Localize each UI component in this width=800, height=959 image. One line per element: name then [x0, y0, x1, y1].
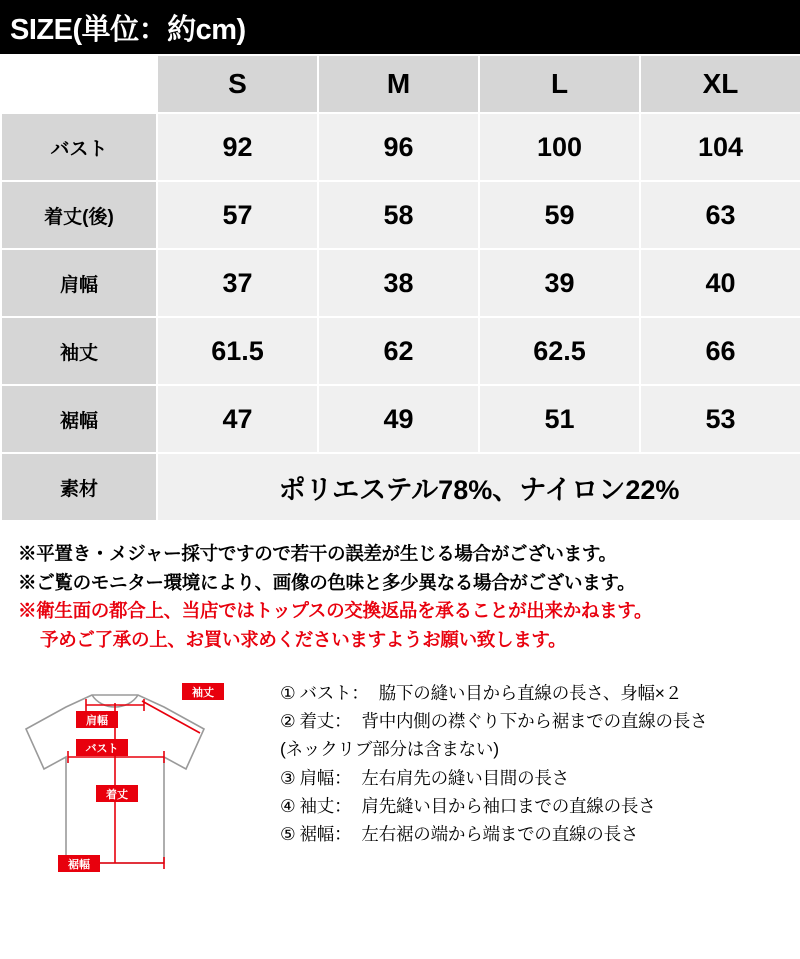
table-row-material: [1, 453, 800, 521]
cell-bust-s: 92: [157, 113, 318, 181]
cell-material-value: ポリエステル78%、ナイロン22%: [157, 453, 800, 521]
note-line-3: ※衛生面の都合上、当店ではトップスの交換返品を承ることが出来かねます。: [18, 600, 653, 622]
legend-term-4: 袖丈：: [299, 796, 352, 817]
column-header-m: M: [318, 55, 479, 113]
legend-number-2: ②: [280, 711, 296, 732]
table-header-row: [1, 55, 800, 113]
note-line-1: ※平置き・メジャー採寸ですので若干の誤差が生じる場合がございます。: [18, 543, 617, 564]
row-label-shoulder: 肩幅: [1, 249, 157, 317]
cell-shoulder-l: 39: [479, 249, 640, 317]
cell-shoulder-m: 38: [318, 249, 479, 317]
table-row: [1, 181, 800, 249]
size-header-title: SIZE(単位：約cm): [10, 13, 246, 46]
tshirt-diagram: [14, 677, 264, 887]
tshirt-diagram-svg: [14, 677, 264, 887]
cell-bust-l: 100: [479, 113, 640, 181]
legend-desc-2: 背中内側の襟ぐり下から裾までの直線の長さ: [361, 711, 708, 732]
note-line-2: ※ご覧のモニター環境により、画像の色味と多少異なる場合がございます。: [18, 571, 636, 593]
notes-section: [0, 522, 800, 655]
row-label-bust: バスト: [1, 113, 157, 181]
legend-number-4: ④: [280, 796, 296, 817]
legend-number-1: ①: [280, 682, 296, 703]
table-corner-cell: [1, 55, 157, 113]
table-row: [1, 385, 800, 453]
measurement-guide: [0, 677, 800, 887]
cell-hem-xl: 53: [640, 385, 800, 453]
table-row: [1, 249, 800, 317]
legend-number-3: ③: [280, 767, 296, 788]
column-header-xl: XL: [640, 55, 800, 113]
legend-item-bust: [280, 679, 800, 707]
legend-term-5: 裾幅：: [299, 824, 352, 845]
row-label-length: 着丈(後): [1, 181, 157, 249]
legend-desc-5: 肩先縫い目から袖口までの直線の長さ: [361, 796, 656, 817]
cell-sleeve-s: 61.5: [157, 317, 318, 385]
legend-term-1: バスト：: [299, 682, 369, 703]
cell-length-m: 58: [318, 181, 479, 249]
legend-term-3: 肩幅：: [299, 767, 352, 788]
column-header-l: L: [479, 55, 640, 113]
legend-desc-6: 左右裾の端から端までの直線の長さ: [361, 824, 639, 845]
row-label-hem: 裾幅: [1, 385, 157, 453]
cell-hem-s: 47: [157, 385, 318, 453]
legend-number-5: ⑤: [280, 824, 296, 845]
diagram-label-shoulder-text: 肩幅: [86, 714, 108, 727]
cell-length-l: 59: [479, 181, 640, 249]
legend-item-hem: [280, 820, 800, 848]
legend-item-length-note: [280, 735, 800, 763]
diagram-label-length-text: 着丈: [106, 788, 128, 801]
legend-desc-4: 左右肩先の縫い目間の長さ: [361, 767, 570, 788]
row-label-sleeve: 袖丈: [1, 317, 157, 385]
measurement-legend: [264, 677, 800, 887]
cell-length-xl: 63: [640, 181, 800, 249]
diagram-label-hem-text: 裾幅: [68, 858, 90, 871]
cell-sleeve-xl: 66: [640, 317, 800, 385]
diagram-label-bust-text: バスト: [85, 742, 119, 755]
legend-term-2: 着丈：: [299, 711, 352, 732]
table-row: [1, 317, 800, 385]
legend-desc-3: (ネックリブ部分は含まない): [280, 739, 499, 760]
legend-item-shoulder: [280, 764, 800, 792]
legend-item-length: [280, 707, 800, 735]
column-header-s: S: [157, 55, 318, 113]
cell-sleeve-m: 62: [318, 317, 479, 385]
cell-sleeve-l: 62.5: [479, 317, 640, 385]
table-row: [1, 113, 800, 181]
diagram-label-sleeve-text: 袖丈: [192, 686, 214, 699]
cell-bust-m: 96: [318, 113, 479, 181]
note-line-4: 予めご了承の上、お買い求めくださいますようお願い致します。: [40, 629, 567, 651]
size-table: [0, 54, 800, 522]
size-header: [0, 0, 800, 54]
legend-item-sleeve: [280, 792, 800, 820]
row-label-material: 素材: [1, 453, 157, 521]
cell-length-s: 57: [157, 181, 318, 249]
cell-hem-m: 49: [318, 385, 479, 453]
cell-shoulder-s: 37: [157, 249, 318, 317]
legend-desc-1: 脇下の縫い目から直線の長さ、身幅×２: [378, 682, 683, 703]
cell-hem-l: 51: [479, 385, 640, 453]
cell-shoulder-xl: 40: [640, 249, 800, 317]
cell-bust-xl: 104: [640, 113, 800, 181]
